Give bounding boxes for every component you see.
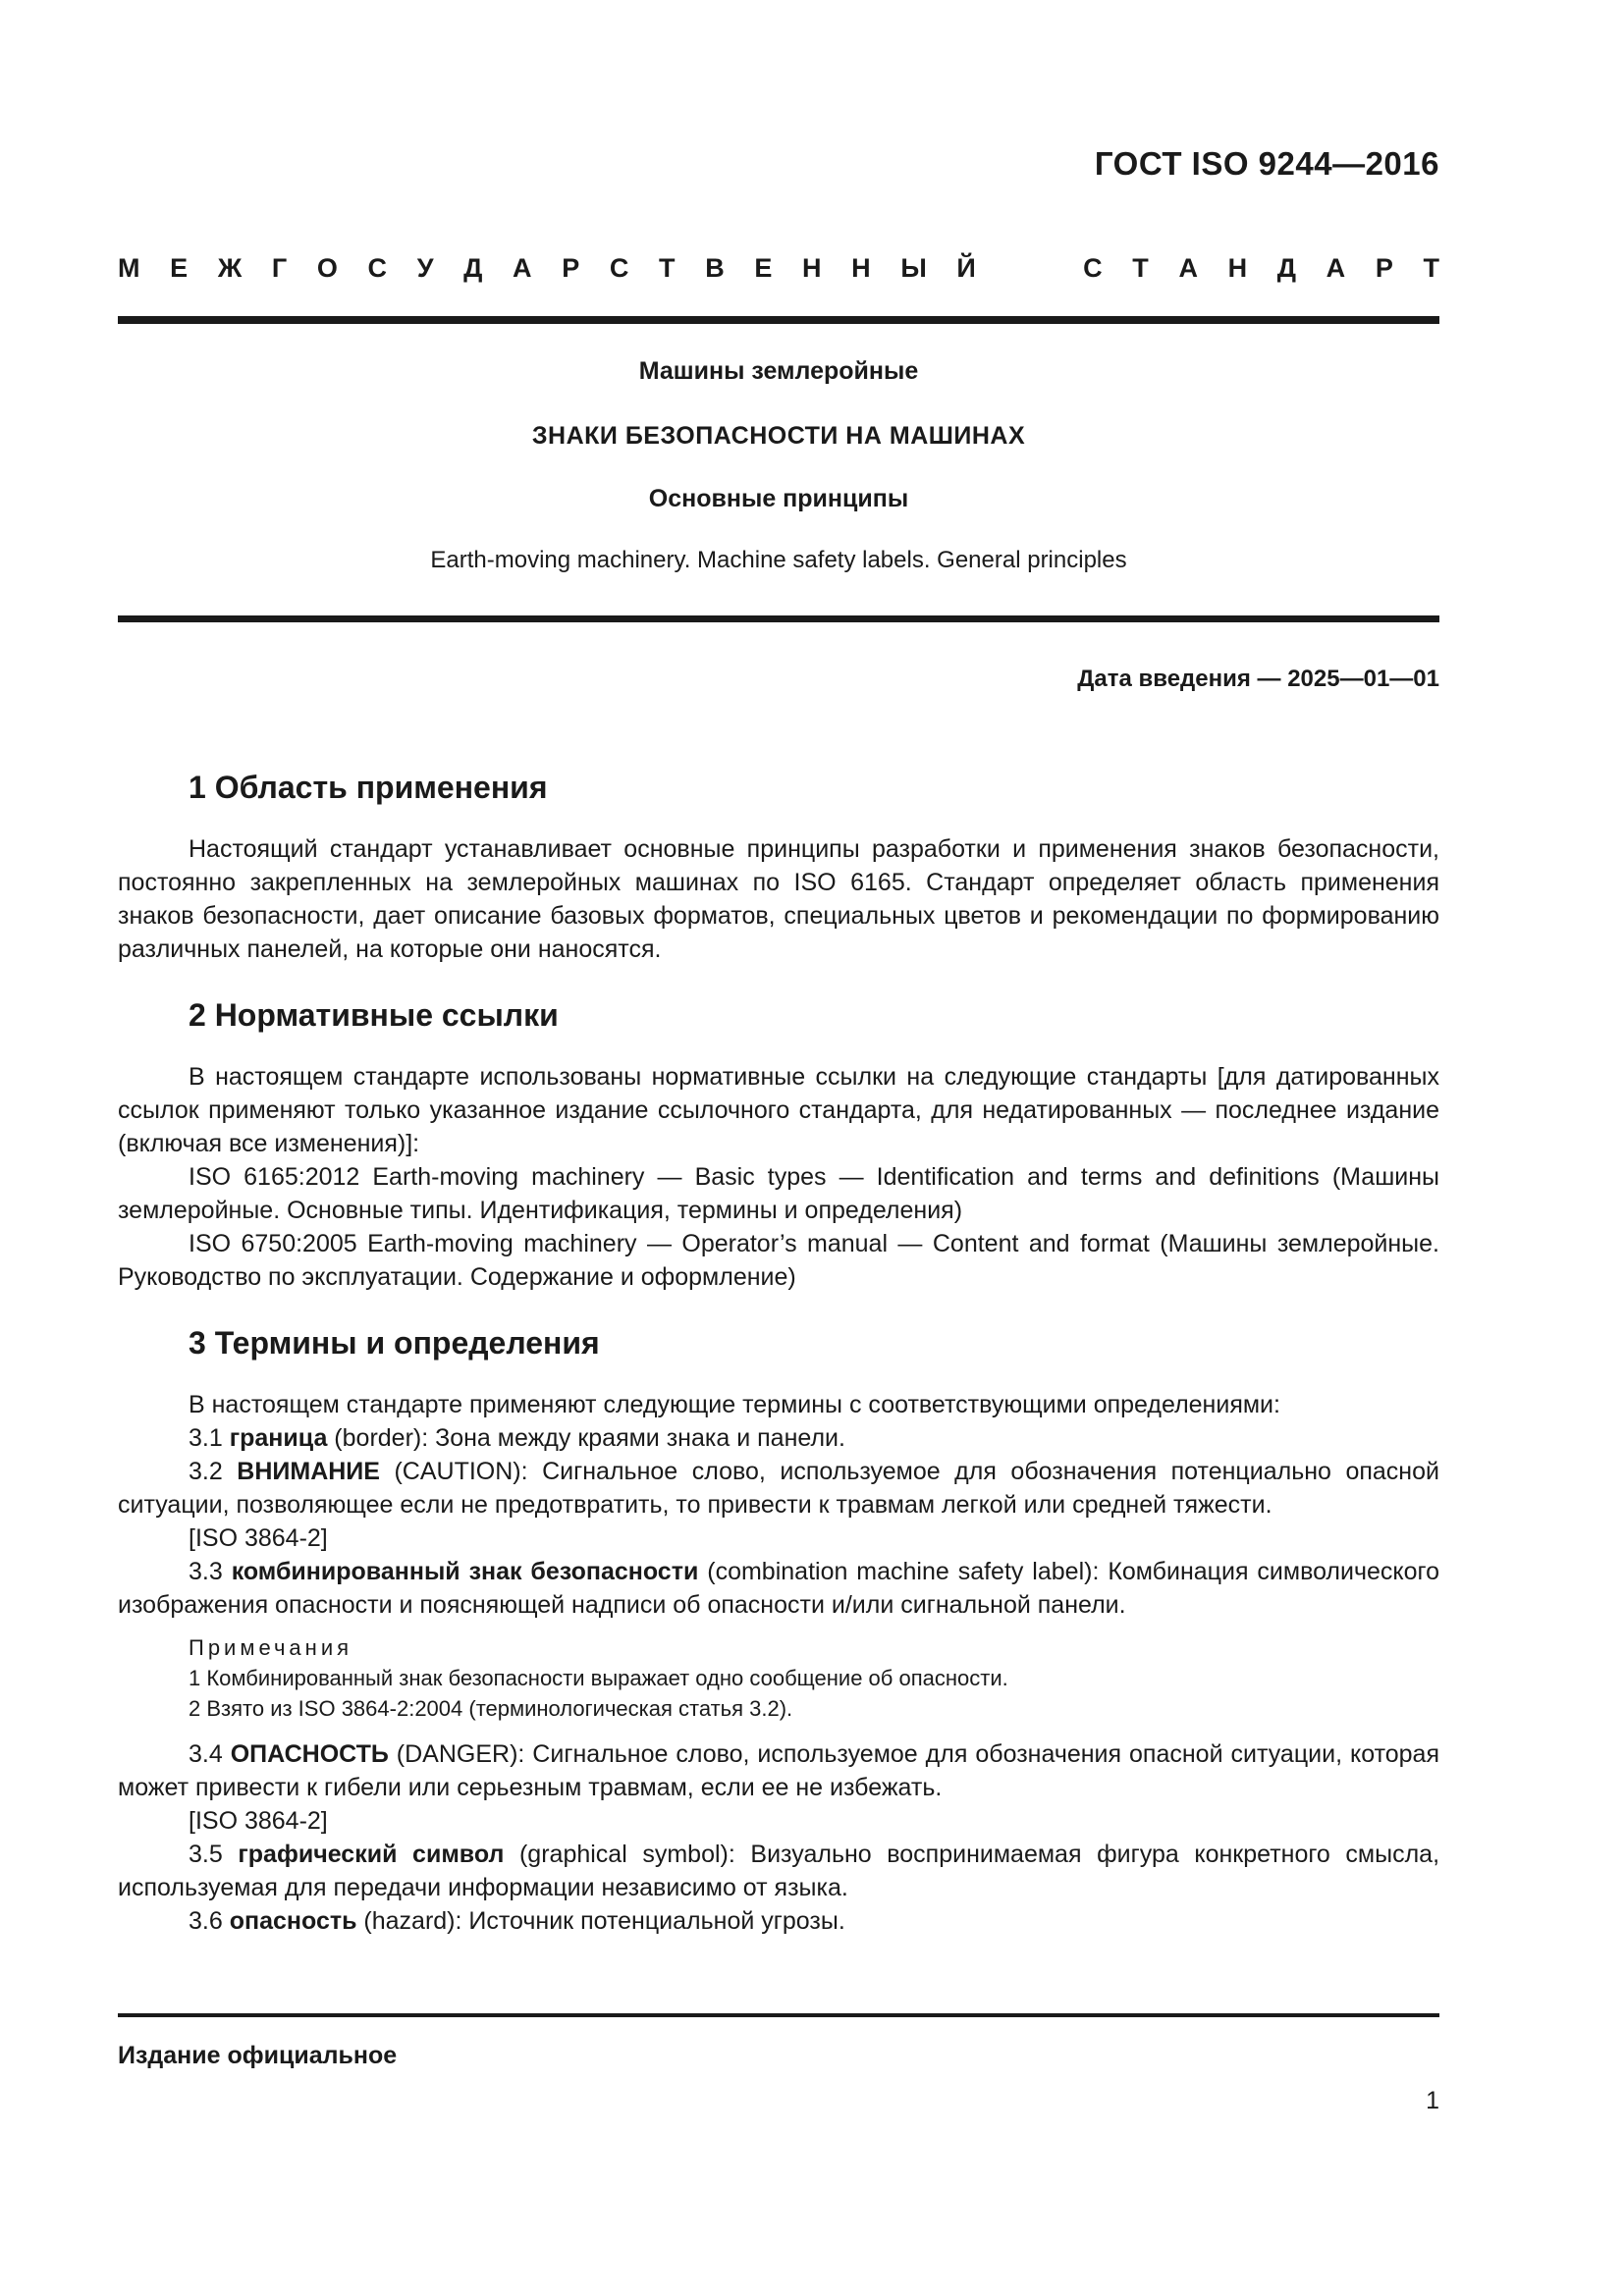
banner-letter: Т	[1423, 253, 1439, 283]
note-item: 2 Взято из ISO 3864-2:2004 (терминологическая статья 3.2).	[189, 1696, 793, 1721]
note-item: 1 Комбинированный знак безопасности выражает одно сообщение об опасности.	[189, 1666, 1008, 1690]
term-entry	[118, 1838, 1439, 1904]
term-name: граница	[229, 1424, 328, 1452]
term-source: [ISO 3864-2]	[189, 1524, 328, 1552]
introduction-date: Дата введения — 2025—01—01	[1077, 666, 1439, 692]
banner-letter: Й	[956, 253, 976, 283]
term-name: ВНИМАНИЕ	[237, 1458, 380, 1485]
banner-letter: В	[705, 253, 725, 283]
section-heading-terms: 3 Термины и определения	[189, 1325, 600, 1361]
banner-letter: Т	[659, 253, 676, 283]
notes-heading: Примечания	[189, 1635, 353, 1660]
term-definition: (hazard): Источник потенциальной угрозы.	[356, 1907, 845, 1935]
term-definition: (CAUTION): Сигнальное слово, используемое для обозначения потенциально опасной ситуации, позволяющее если не предотвратить, то привести к травмам легкой или средней тяжести.	[118, 1458, 1439, 1519]
term-source: [ISO 3864-2]	[189, 1807, 328, 1835]
banner-letter: О	[316, 253, 338, 283]
paragraph: Настоящий стандарт устанавливает основные принципы разработки и применения знаков безопасности, постоянно закрепленных на землеройных машинах по ISO 6165. Стандарт определяет область применения знаков безопасности, дает описание базовых форматов, специальных цветов и рекомендации по формированию различных панелей, на которые они наносятся.	[118, 835, 1439, 963]
banner-letter: Н	[802, 253, 822, 283]
banner-letter: Р	[1375, 253, 1393, 283]
banner-letter: Ж	[217, 253, 243, 283]
term-definition: (border): Зона между краями знака и панели.	[327, 1424, 845, 1452]
interstate-standard-banner	[118, 253, 1439, 284]
term-name: опасность	[229, 1907, 357, 1935]
section-heading-scope: 1 Область применения	[189, 770, 548, 805]
reference-item: ISO 6165:2012 Earth-moving machinery — Basic types — Identification and terms and definitions (Машины землеройные. Основные типы. Идентификация, термины и определения)	[118, 1163, 1439, 1224]
banner-letter: Т	[1132, 253, 1149, 283]
reference-item: ISO 6750:2005 Earth-moving machinery — Operator’s manual — Content and format (Машины землеройные. Руководство по эксплуатации. Содержание и оформление)	[118, 1230, 1439, 1291]
banner-letter: Н	[851, 253, 871, 283]
term-number: 3.5	[189, 1841, 223, 1868]
banner-letter: А	[1178, 253, 1198, 283]
banner-letter: С	[1083, 253, 1103, 283]
term-definition: (DANGER): Сигнальное слово, используемое для обозначения опасной ситуации, которая может привести к гибели или серьезным травмам, если ее не избежать.	[118, 1740, 1439, 1801]
banner-letter: У	[416, 253, 434, 283]
banner-letter: Е	[754, 253, 773, 283]
banner-letter: Г	[271, 253, 288, 283]
term-number: 3.3	[189, 1558, 223, 1585]
page-number: 1	[1426, 2087, 1439, 2114]
banner-letter: М	[118, 253, 140, 283]
term-number: 3.2	[189, 1458, 223, 1485]
term-name: графический символ	[238, 1841, 505, 1868]
english-title: Earth-moving machinery. Machine safety labels. General principles	[430, 547, 1127, 573]
footer-divider	[118, 2013, 1439, 2017]
term-number: 3.4	[189, 1740, 223, 1768]
banner-letter: С	[367, 253, 388, 283]
banner-letter: А	[1326, 253, 1346, 283]
term-entry	[118, 1904, 1439, 1938]
banner-word-gap	[1005, 253, 1053, 284]
document-title: ЗНАКИ БЕЗОПАСНОСТИ НА МАШИНАХ	[531, 422, 1026, 450]
document-number: ГОСТ ISO 9244—2016	[1094, 145, 1439, 182]
paragraph: В настоящем стандарте использованы нормативные ссылки на следующие стандарты [для датированных ссылок применяют только указанное издание ссылочного стандарта, для недатированных — последнее издание (включая все изменения)]:	[118, 1063, 1439, 1157]
banner-letter: Ы	[900, 253, 927, 283]
title-divider	[118, 615, 1439, 622]
banner-letter: Р	[562, 253, 580, 283]
term-number: 3.6	[189, 1907, 223, 1935]
term-entry	[118, 1737, 1439, 1804]
term-number: 3.1	[189, 1424, 223, 1452]
term-name: комбинированный знак безопасности	[231, 1558, 699, 1585]
paragraph: В настоящем стандарте применяют следующие термины с соответствующими определениями:	[189, 1391, 1280, 1418]
term-name: ОПАСНОСТЬ	[230, 1740, 389, 1768]
banner-letter: С	[609, 253, 629, 283]
section-heading-normative-references: 2 Нормативные ссылки	[189, 997, 559, 1033]
term-entry	[118, 1421, 1439, 1455]
document-body	[118, 766, 1439, 1938]
banner-letter: Д	[463, 253, 483, 283]
term-definition: (graphical symbol): Визуально воспринимаемая фигура конкретного смысла, используемая для передачи информации независимо от языка.	[118, 1841, 1440, 1901]
document-subject: Машины землеройные	[638, 357, 919, 385]
banner-letter: Е	[170, 253, 189, 283]
document-subtitle: Основные принципы	[648, 485, 909, 512]
term-entry	[118, 1555, 1439, 1622]
banner-letter: Н	[1227, 253, 1248, 283]
official-edition-label: Издание официальное	[118, 2042, 398, 2069]
banner-letter: А	[513, 253, 532, 283]
term-entry	[118, 1455, 1439, 1522]
top-divider	[118, 316, 1439, 324]
term-definition: (combination machine safety label): Комбинация символического изображения опасности и поясняющей надписи об опасности и/или сигнальной панели.	[118, 1558, 1439, 1619]
banner-letter: Д	[1276, 253, 1297, 283]
